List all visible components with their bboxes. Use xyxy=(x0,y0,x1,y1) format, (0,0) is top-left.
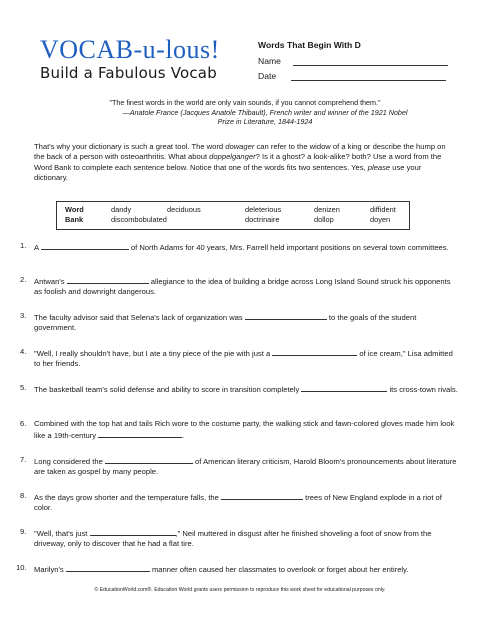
answer-blank[interactable] xyxy=(66,563,150,572)
intro-emphasis: dowager xyxy=(225,142,255,151)
question-text: manner often caused her classmates to overlook or forget about her entirely. xyxy=(149,565,409,574)
question-text: allegiance to the idea of building a bridge across Long Island Sound struck his opponents as foolish and downright dangerous. xyxy=(34,277,451,297)
question-number: 9. xyxy=(20,527,27,536)
quote-text: "The finest words in the world are only vain sounds, if you cannot comprehend them." xyxy=(109,98,381,107)
question-text: of North Adams for 40 years, Mrs. Farrell held important positions on several town committees. xyxy=(128,243,449,252)
question-number: 2. xyxy=(20,275,27,284)
question-text: The faculty advisor said that Selena's lack of organization was xyxy=(34,313,245,322)
question-text: trees of New England explode in a riot of color. xyxy=(34,493,442,513)
intro-text: That's why your dictionary is such a great tool. The word xyxy=(34,142,226,151)
answer-blank[interactable] xyxy=(90,527,176,536)
word-bank-word: dollop xyxy=(314,215,334,224)
answer-blank[interactable] xyxy=(41,241,129,250)
answer-blank[interactable] xyxy=(67,275,149,284)
intro-text: use your dictionary. xyxy=(34,162,422,182)
question-text: Combined with the top hat and tails Rich wore to the costume party, the walking stick and fawn-colored gloves made him look like a 19th-century xyxy=(34,419,455,441)
answer-blank[interactable] xyxy=(272,347,357,356)
question-text: . xyxy=(182,431,185,441)
question-text: Marilyn's xyxy=(34,565,66,574)
question-number: 3. xyxy=(20,311,27,320)
question-text: to the goals of the student government. xyxy=(34,313,417,333)
question-text: ," Neil muttered in disgust after he finished shoveling a foot of snow from the driveway, only to discover that he had a flat tire. xyxy=(34,529,432,549)
question-text: The basketball team's solid defense and ability to score in transition completely xyxy=(34,385,302,394)
word-bank xyxy=(56,201,410,230)
epigraph xyxy=(80,98,410,127)
intro-text: ? Is it a ghost? a look-alike? both? Use a word from the Word Bank to complete each sentence below. Notice that one of the words fits two sentences. Yes, xyxy=(34,152,442,172)
date-line[interactable] xyxy=(291,71,446,81)
question-text: "Well, I really shouldn't have, but I ate a tiny piece of the pie with just a xyxy=(34,349,273,358)
question-text: "Well, that's just xyxy=(34,529,90,538)
word-bank-word: discombobulated xyxy=(111,215,167,224)
question-number: 1. xyxy=(20,241,27,250)
word-bank-word: doctrinaire xyxy=(245,215,280,224)
question-text: Long considered the xyxy=(34,457,105,466)
question-number: 8. xyxy=(20,491,27,500)
question-number: 4. xyxy=(20,347,27,356)
answer-blank[interactable] xyxy=(301,383,387,392)
intro-text: can refer to the widow of a king or describe the hump on the back of a person with osteoarthritis. What about xyxy=(34,142,446,162)
question-text: As the days grow shorter and the temperature falls, the xyxy=(34,493,221,502)
name-label: Name xyxy=(258,56,281,66)
name-line[interactable] xyxy=(293,56,448,66)
question-number: 5. xyxy=(20,383,27,392)
intro-emphasis: doppelganger xyxy=(209,152,256,162)
intro-emphasis: please xyxy=(367,162,391,172)
question-text: of ice cream," Lisa admitted to her friends. xyxy=(34,349,453,369)
word-bank-word: deleterious xyxy=(245,205,282,214)
question-number: 10. xyxy=(16,563,27,572)
word-bank-label-line: Bank xyxy=(65,215,84,224)
date-field[interactable] xyxy=(258,71,446,81)
question-number: 6. xyxy=(20,419,27,428)
quote-attribution: —Anatole France (Jacques Anatole Thibault), French writer and winner of the 1921 Nobel Prize in Literature, 1844-1924 xyxy=(122,107,408,126)
logo-title: VOCAB-u-lous! xyxy=(40,35,220,64)
word-bank-label-line: Word xyxy=(65,205,84,214)
question-text: of American literary criticism, Harold Bloom's pronouncements about literature are taken as gospel by many people. xyxy=(34,457,457,477)
word-bank-word: doyen xyxy=(370,215,391,224)
name-field[interactable] xyxy=(258,56,448,66)
logo-subtitle: Build a Fabulous Vocab xyxy=(40,64,217,82)
intro-paragraph xyxy=(34,142,454,183)
date-label: Date xyxy=(258,71,277,81)
word-bank-word: dandy xyxy=(111,205,132,214)
worksheet-title: Words That Begin With D xyxy=(258,40,361,50)
question-text: its cross-town rivals. xyxy=(387,385,458,394)
word-bank-word: diffident xyxy=(370,205,396,214)
question-number: 7. xyxy=(20,455,27,464)
copyright-footer: © EducationWorld.com®. Education World grants users permission to reproduce this work sheet for educational purposes only. xyxy=(94,587,386,593)
word-bank-word: denizen xyxy=(314,205,340,214)
answer-blank[interactable] xyxy=(245,311,327,320)
word-bank-word: deciduous xyxy=(167,205,201,214)
question-text: A xyxy=(34,243,41,252)
answer-blank[interactable] xyxy=(98,429,185,441)
answer-blank[interactable] xyxy=(105,455,193,464)
question-text: Antwan's xyxy=(34,277,67,286)
answer-blank[interactable] xyxy=(221,491,303,500)
word-bank-label xyxy=(65,205,84,225)
